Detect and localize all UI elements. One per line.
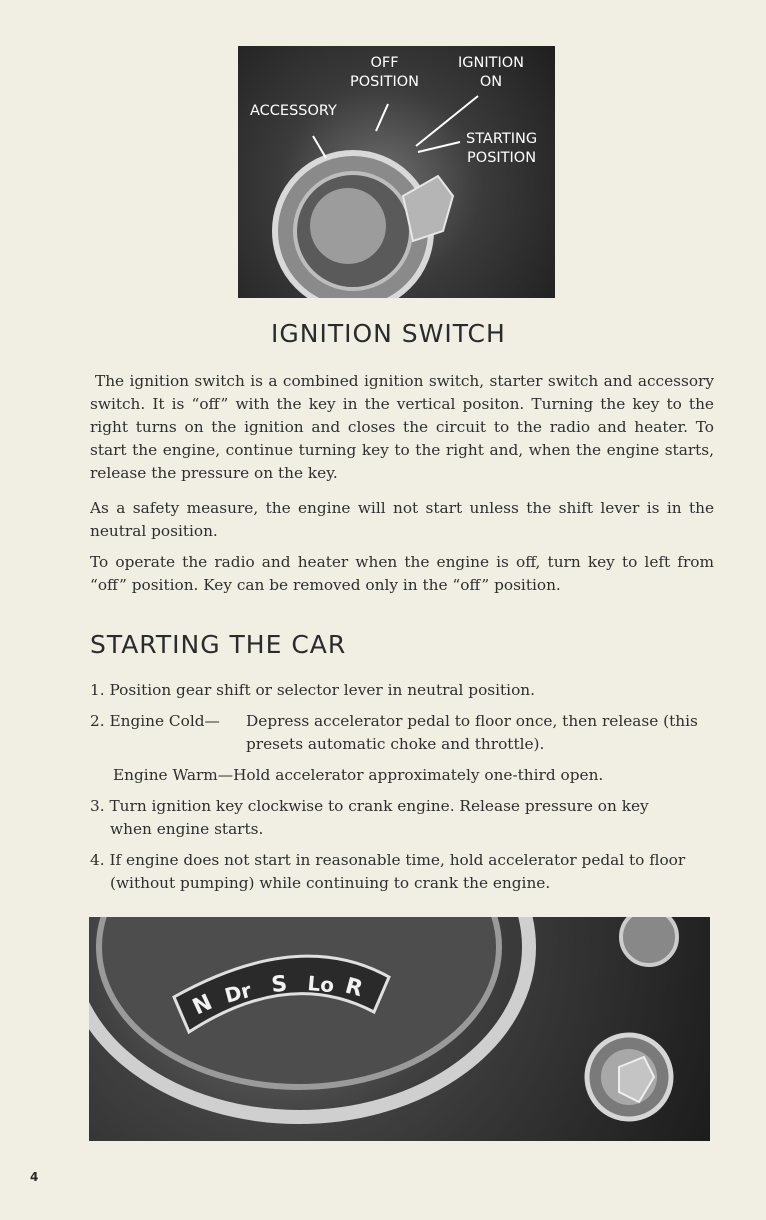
step-4-line-1: 4. If engine does not start in reasonable time, hold accelerator pedal to floor xyxy=(90,851,686,869)
starting-the-car-heading: STARTING THE CAR xyxy=(90,630,347,659)
step-3-line-2: when engine starts. xyxy=(110,820,264,838)
ignition-paragraph-2: As a safety measure, the engine will not start unless the shift lever is in the neutral position. xyxy=(90,499,714,540)
step-2-label: 2. Engine Cold— xyxy=(90,712,220,730)
callout-off-position: OFF POSITION xyxy=(350,55,420,90)
ignition-paragraph-3: To operate the radio and heater when the engine is off, turn key to left from “off” position. Key can be removed only in the “off” position. xyxy=(90,553,714,594)
dial-label-lo: Lo xyxy=(306,971,336,998)
dial-label-r: R xyxy=(342,973,366,1003)
ignition-switch-photo xyxy=(238,46,555,298)
dashboard-illustration xyxy=(89,917,710,1141)
page-number: 4 xyxy=(30,1170,39,1184)
callout-ignition-on: IGNITION ON xyxy=(458,55,525,90)
step-3-line-1: 3. Turn ignition key clockwise to crank engine. Release pressure on key xyxy=(90,797,649,815)
callout-accessory: ACCESSORY xyxy=(250,103,337,119)
ignition-paragraph-1: The ignition switch is a combined ignition switch, starter switch and accessory switch. It is “off” with the key in the vertical positon. Turning the key to the right turns on the ignition and closes the circuit to the radio and heater. To start the engine, continue turning key to the right and, when the engine starts, release the pressure on the key. xyxy=(90,372,714,482)
dial-label-dr: Dr xyxy=(222,977,254,1008)
dial-label-s: S xyxy=(270,971,289,998)
engine-warm-note: Engine Warm—Hold accelerator approximately one-third open. xyxy=(113,766,604,784)
callout-starting-position: STARTING POSITION xyxy=(466,131,538,166)
step-1: 1. Position gear shift or selector lever in neutral position. xyxy=(90,681,535,699)
step-2-text-line-1: Depress accelerator pedal to floor once, then release (this xyxy=(246,712,698,730)
dashboard-photo xyxy=(89,917,710,1141)
step-4-line-2: (without pumping) while continuing to crank the engine. xyxy=(110,874,551,892)
ignition-switch-heading: IGNITION SWITCH xyxy=(271,319,506,348)
dial-label-n: N xyxy=(188,989,217,1021)
step-2-text-line-2: presets automatic choke and throttle). xyxy=(246,735,545,753)
